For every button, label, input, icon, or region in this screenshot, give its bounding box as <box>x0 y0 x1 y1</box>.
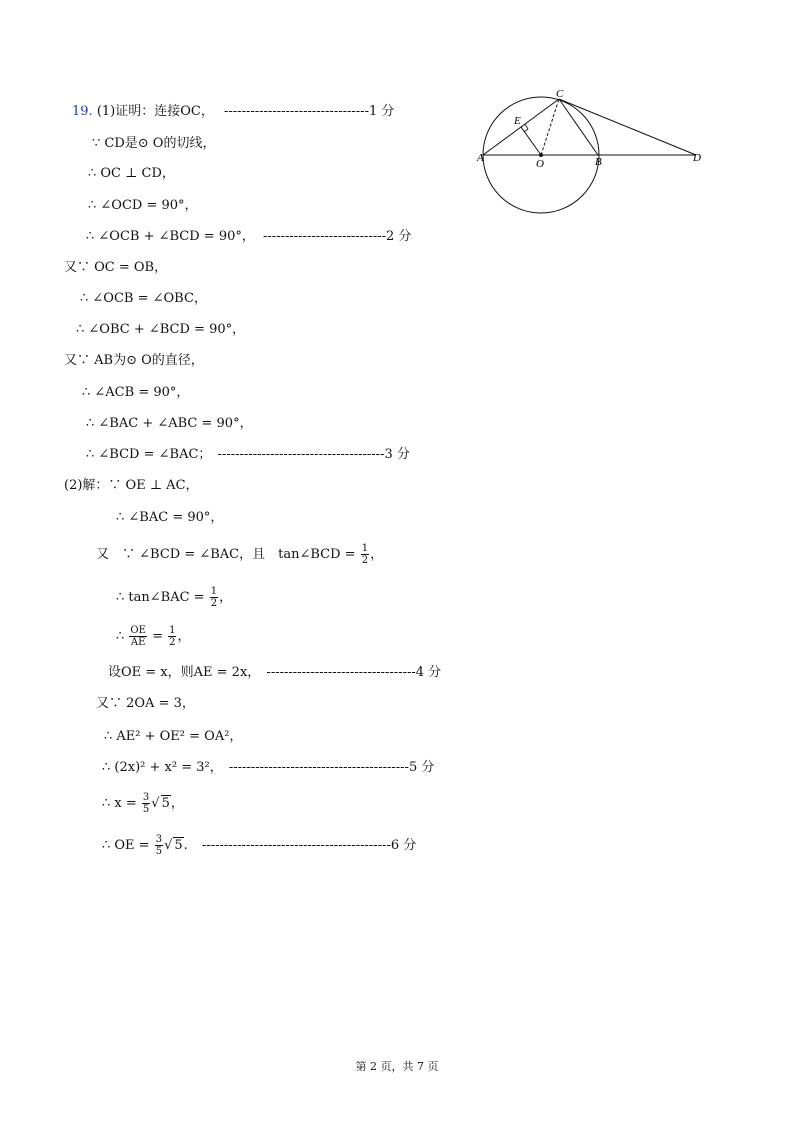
denominator: 5 <box>155 846 163 857</box>
solution-line-5 <box>86 227 411 247</box>
solution-line-4: ∴ ∠OCD = 90°， <box>88 198 198 213</box>
solution-line-3: ∴ OC ⊥ CD， <box>88 166 175 181</box>
numerator: 1 <box>169 625 176 636</box>
score-marker: ----------------------------2 分 <box>263 229 412 244</box>
radicand: 5 <box>174 838 183 853</box>
solution-line-12 <box>86 445 410 465</box>
line-text: 设OE = x，则AE = 2x， <box>108 665 261 680</box>
question-number: 19. <box>72 104 93 119</box>
geometry-figure <box>470 85 710 220</box>
solution-line-21 <box>102 758 434 778</box>
solution-line-6: 又∵ OC = OB， <box>64 260 168 275</box>
score-marker: --------------------------------------3 分 <box>217 447 410 462</box>
numerator: 1 <box>361 543 369 554</box>
sqrt-symbol: √ <box>164 838 173 853</box>
line-text: = <box>152 629 163 644</box>
line-text: ∴ ∠BCD = ∠BAC； <box>86 447 212 462</box>
label-d: D <box>693 152 701 164</box>
solution-line-16 <box>116 585 232 611</box>
line-text: ∴ ∠OCB + ∠BCD = 90°， <box>86 229 255 244</box>
right-angle-mark <box>524 124 528 132</box>
fraction <box>155 834 163 857</box>
line-text: ∴ (2x)² + x² = 3²， <box>102 760 223 775</box>
label-b: B <box>595 156 602 168</box>
line-tail: ， <box>370 547 384 562</box>
fraction <box>168 625 176 648</box>
label-c: C <box>556 88 564 100</box>
center-point-o <box>539 153 543 157</box>
line-text: ∴ <box>116 629 125 644</box>
segment-oc-dashed <box>541 99 559 155</box>
solution-line-9: 又∵ AB为⊙ O的直径， <box>64 353 204 368</box>
sqrt-symbol: √ <box>151 796 160 811</box>
line-text: ∴ tan∠BAC = <box>116 590 205 605</box>
numerator: OE <box>130 625 146 636</box>
solution-line-11: ∴ ∠BAC + ∠ABC = 90°， <box>86 416 253 431</box>
segment-oe <box>521 127 541 155</box>
score-marker: ---------------------------------1 分 <box>224 104 395 119</box>
line-tail: ， <box>170 796 184 811</box>
line-text: ∴ OE = <box>102 838 150 853</box>
numerator: 1 <box>210 586 218 597</box>
solution-line-1 <box>72 102 394 122</box>
denominator: 2 <box>210 598 218 609</box>
line-tail: . <box>183 838 188 853</box>
solution-line-10: ∴ ∠ACB = 90°， <box>82 385 190 400</box>
denominator: 2 <box>361 555 369 566</box>
line-text: 又 ∵ ∠BCD = ∠BAC，且 tan∠BCD = <box>96 547 356 562</box>
fraction <box>142 792 150 815</box>
score-marker: -----------------------------------------5 分 <box>228 760 435 775</box>
score-marker: -------------------------------------------6 分 <box>201 838 417 853</box>
numerator: 3 <box>142 792 150 803</box>
numerator: 3 <box>155 834 163 845</box>
fraction <box>129 625 147 648</box>
line-tail: ， <box>219 590 233 605</box>
denominator: 5 <box>142 804 150 815</box>
solution-line-18 <box>108 663 441 683</box>
line-text: ∴ x = <box>102 796 137 811</box>
line-tail: ， <box>177 629 191 644</box>
denominator: AE <box>130 637 146 648</box>
denominator: 2 <box>169 637 176 648</box>
radicand: 5 <box>161 796 170 811</box>
solution-line-22 <box>102 791 184 817</box>
label-o: O <box>536 158 544 170</box>
score-marker: ----------------------------------4 分 <box>266 665 442 680</box>
fraction <box>210 586 218 609</box>
fraction <box>361 543 369 566</box>
solution-line-14: ∴ ∠BAC = 90°， <box>116 510 224 525</box>
page-footer: 第 2 页，共 7 页 <box>355 1060 439 1073</box>
solution-line-23 <box>102 833 416 859</box>
solution-line-15 <box>96 542 383 568</box>
label-a: A <box>477 152 484 164</box>
solution-line-17 <box>116 624 191 650</box>
solution-line-20: ∴ AE² + OE² = OA²， <box>104 729 243 744</box>
label-e: E <box>514 115 521 127</box>
segment-cd <box>559 99 696 155</box>
solution-line-8: ∴ ∠OBC + ∠BCD = 90°， <box>76 322 246 337</box>
solution-line-19: 又∵ 2OA = 3， <box>96 696 195 711</box>
solution-line-2: ∵ CD是⊙ O的切线， <box>92 136 216 151</box>
solution-line-7: ∴ ∠OCB = ∠OBC， <box>80 291 207 306</box>
line-text: (1)证明：连接OC， <box>96 104 214 119</box>
solution-line-13: (2)解：∵ OE ⊥ AC， <box>64 478 199 493</box>
